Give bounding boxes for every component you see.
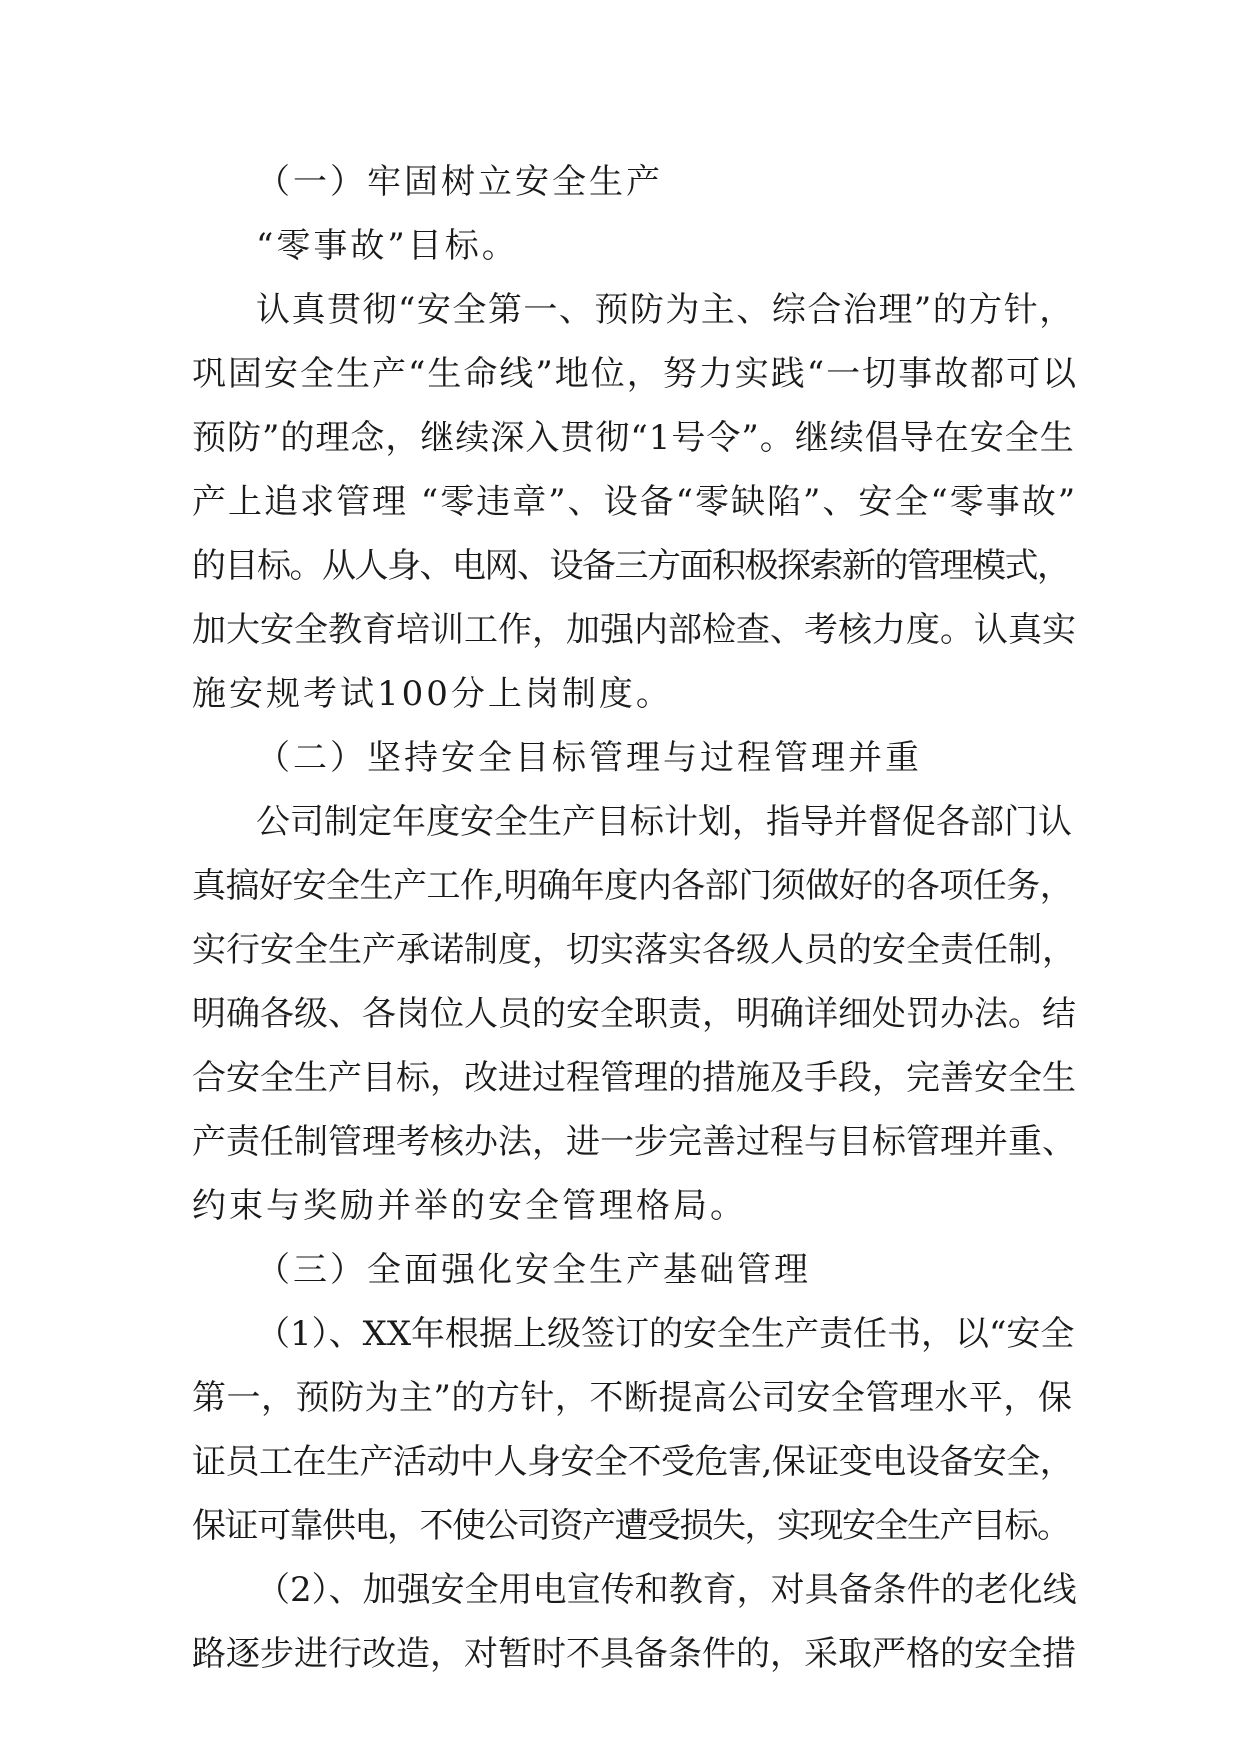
- document-body: [192, 150, 1082, 1686]
- heading-1: （一）牢固树立安全生产: [256, 162, 663, 202]
- paragraph-line: 认真贯彻“安全第一、预防为主、综合治理”的方针，: [256, 290, 1075, 330]
- paragraph-line: 巩固安全生产“生命线”地位，努力实践“一切事故都可以: [192, 354, 1079, 394]
- paragraph-line: 加大安全教育培训工作，加强内部检查、考核力度。认真实: [192, 610, 1076, 650]
- paragraph-line: 第一，预防为主”的方针，不断提高公司安全管理水平，保: [192, 1378, 1073, 1418]
- paragraph-line: 施安规考试100分上岗制度。: [192, 674, 673, 714]
- paragraph-line: 保证可靠供电，不使公司资产遭受损失，实现安全生产目标。: [192, 1506, 1070, 1546]
- paragraph-line: 产责任制管理考核办法，进一步完善过程与目标管理并重、: [192, 1122, 1076, 1162]
- heading-3: （三）全面强化安全生产基础管理: [256, 1250, 811, 1290]
- paragraph-line: 公司制定年度安全生产目标计划，指导并督促各部门认: [256, 802, 1072, 842]
- paragraph-line: 实行安全生产承诺制度，切实落实各级人员的安全责任制，: [192, 930, 1076, 970]
- heading-2: （二）坚持安全目标管理与过程管理并重: [256, 738, 922, 778]
- paragraph-line: 合安全生产目标，改进过程管理的措施及手段，完善安全生: [192, 1058, 1076, 1098]
- paragraph-line: 约束与奖励并举的安全管理格局。: [192, 1186, 747, 1226]
- heading-1-cont: “零事故”目标。: [256, 226, 519, 266]
- paragraph-line: 路逐步进行改造，对暂时不具备条件的，采取严格的安全措: [192, 1634, 1076, 1674]
- paragraph-line: 的目标。从人身、电网、设备三方面积极探索新的管理模式，: [192, 546, 1070, 586]
- paragraph-line: 真搞好安全生产工作,明确年度内各部门须做好的各项任务，: [192, 866, 1074, 906]
- paragraph-line: 明确各级、各岗位人员的安全职责，明确详细处罚办法。结: [192, 994, 1076, 1034]
- paragraph-line: 预防”的理念，继续深入贯彻“1号令”。继续倡导在安全生: [192, 418, 1075, 458]
- paragraph-line: （1）、XX年根据上级签订的安全生产责任书，以“安全: [256, 1314, 1075, 1354]
- paragraph-line: 证员工在生产活动中人身安全不受危害,保证变电设备安全，: [192, 1442, 1074, 1482]
- paragraph-line: （2）、加强安全用电宣传和教育，对具备条件的老化线: [256, 1570, 1077, 1610]
- paragraph-line: 产上追求管理 “零违章”、设备“零缺陷”、安全“零事故”: [192, 482, 1078, 522]
